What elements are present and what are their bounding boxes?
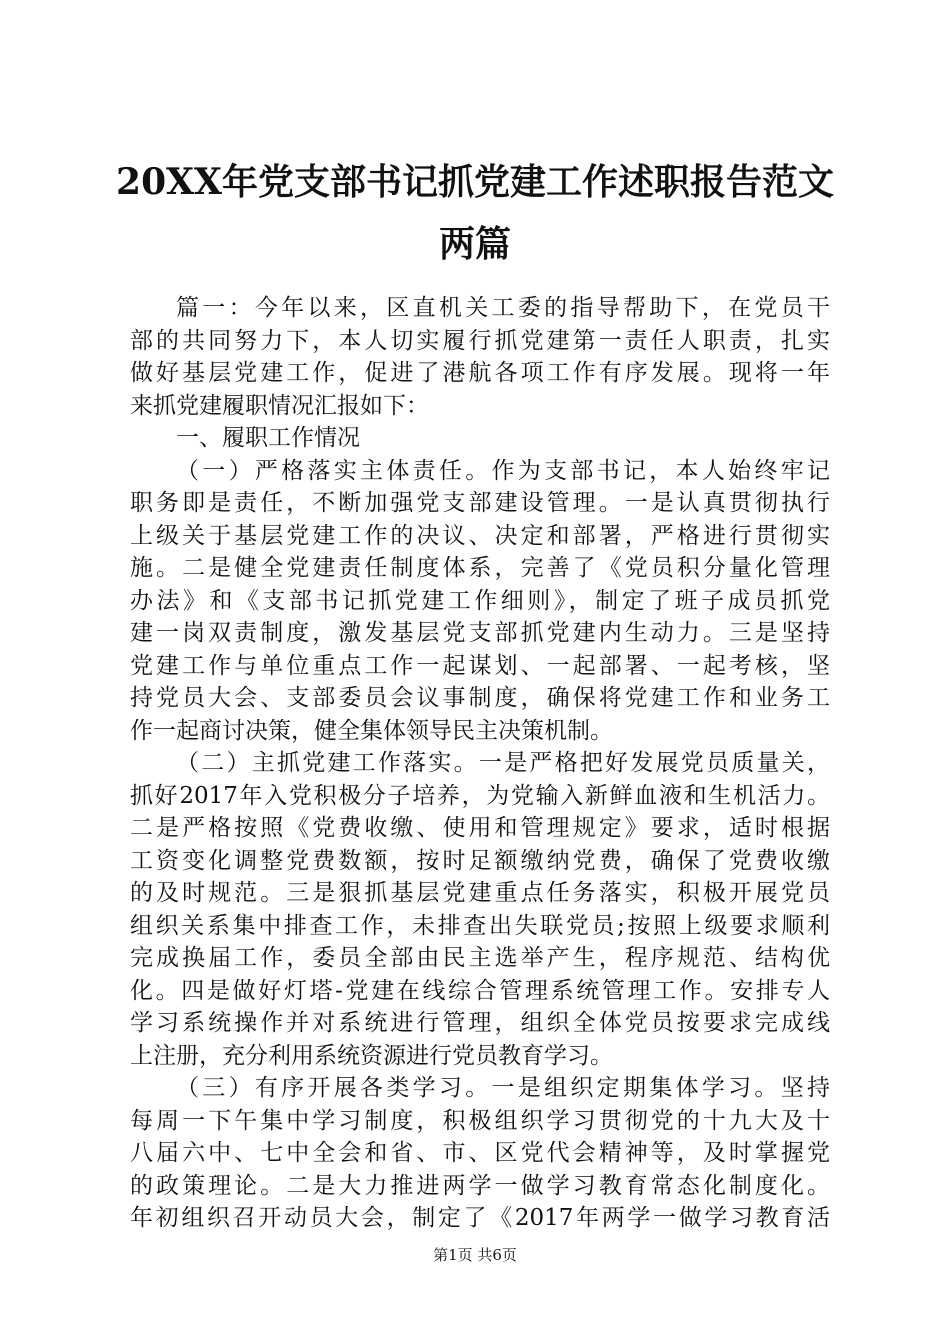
body-line: 持党员大会、支部委员会议事制度，确保将党建工作和业务工 bbox=[130, 685, 830, 711]
body-line: 做好基层党建工作，促进了港航各项工作有序发展。现将一年 bbox=[130, 360, 830, 386]
document-body bbox=[130, 292, 830, 1235]
body-line: 党建工作与单位重点工作一起谋划、一起部署、一起考核，坚 bbox=[130, 652, 830, 679]
body-line: 篇一：今年以来，区直机关工委的指导帮助下，在党员干 bbox=[176, 295, 830, 321]
body-line: 办法》和《支部书记抓党建工作细则》，制定了班子成员抓党 bbox=[130, 587, 830, 614]
section-heading: 一、履职工作情况 bbox=[176, 425, 360, 451]
document-title-line2: 两篇 bbox=[438, 223, 511, 265]
body-line: 组织关系集中排查工作，未排查出失联党员;按照上级要求顺利 bbox=[130, 912, 830, 939]
body-line: 年初组织召开动员大会，制定了《2017年两学一做学习教育活 bbox=[130, 1205, 830, 1231]
body-line: （二）主抓党建工作落实。一是严格把好发展党员质量关， bbox=[176, 750, 830, 776]
body-line: 八届六中、七中全会和省、市、区党代会精神等，及时掌握党 bbox=[130, 1140, 830, 1166]
body-line: 工资变化调整党费数额，按时足额缴纳党费，确保了党费收缴 bbox=[130, 847, 830, 874]
document-title-line1: 20XX年党支部书记抓党建工作述职报告范文 bbox=[116, 161, 834, 203]
body-line: 的及时规范。三是狠抓基层党建重点任务落实，积极开展党员 bbox=[130, 880, 830, 906]
body-line: 抓好2017年入党积极分子培养，为党输入新鲜血液和生机活力。 bbox=[130, 782, 830, 809]
body-line: 部的共同努力下，本人切实履行抓党建第一责任人职责，扎实 bbox=[130, 327, 830, 354]
body-line: 建一岗双责制度，激发基层党支部抓党建内生动力。三是坚持 bbox=[130, 620, 830, 646]
body-line: 上注册，充分利用系统资源进行党员教育学习。 bbox=[130, 1042, 613, 1069]
body-line: 每周一下午集中学习制度，积极组织学习贯彻党的十九大及十 bbox=[130, 1107, 830, 1134]
body-line: （三）有序开展各类学习。一是组织定期集体学习。坚持 bbox=[176, 1075, 830, 1101]
body-line: 完成换届工作，委员全部由民主选举产生，程序规范、结构优 bbox=[130, 945, 830, 971]
body-line: 施。二是健全党建责任制度体系，完善了《党员积分量化管理 bbox=[130, 555, 830, 581]
body-line: 化。四是做好灯塔-党建在线综合管理系统管理工作。安排专人 bbox=[130, 977, 830, 1004]
body-line: 二是严格按照《党费收缴、使用和管理规定》要求，适时根据 bbox=[130, 815, 830, 841]
body-line: 学习系统操作并对系统进行管理，组织全体党员按要求完成线 bbox=[130, 1010, 830, 1036]
page-number-footer: 第1页 共6页 bbox=[433, 1246, 517, 1264]
body-line: 上级关于基层党建工作的决议、决定和部署，严格进行贯彻实 bbox=[130, 522, 830, 549]
body-line: 职务即是责任，不断加强党支部建设管理。一是认真贯彻执行 bbox=[130, 490, 830, 516]
body-line: 来抓党建履职情况汇报如下： bbox=[130, 392, 429, 419]
body-line: （一）严格落实主体责任。作为支部书记，本人始终牢记 bbox=[176, 457, 830, 484]
body-line: 作一起商讨决策，健全集体领导民主决策机制。 bbox=[130, 717, 613, 744]
body-line: 的政策理论。二是大力推进两学一做学习教育常态化制度化。 bbox=[130, 1172, 830, 1199]
